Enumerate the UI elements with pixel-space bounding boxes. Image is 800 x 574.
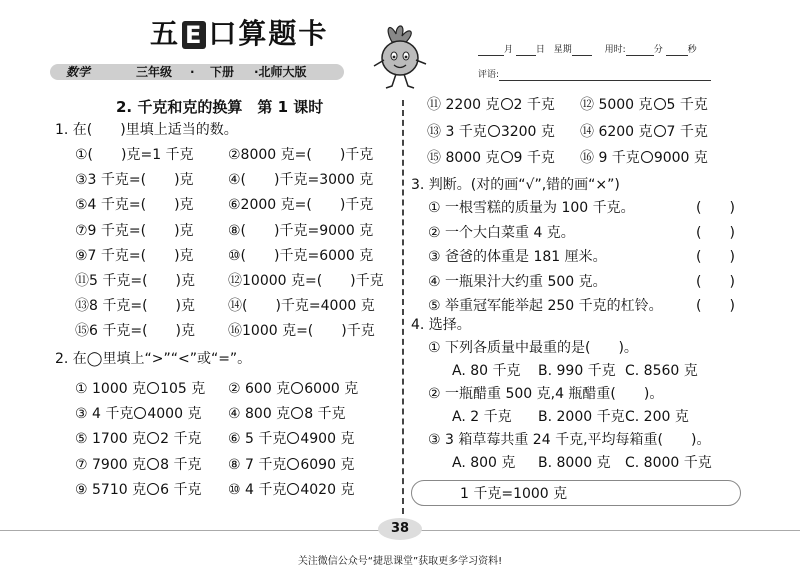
review-label: 评语: — [478, 70, 500, 80]
compare-left: ⑯ 9 千克 — [580, 150, 640, 166]
q4-question: ② 一瓶醋重 500 克,4 瓶醋重( )。 — [428, 386, 664, 402]
q2-item — [228, 456, 354, 474]
q1-item: ①( )克=1 千克 — [75, 147, 194, 163]
compare-right: 9000 克 — [653, 150, 708, 166]
answer-circle[interactable] — [291, 407, 303, 419]
q1-item: ⑩( )千克=6000 克 — [228, 247, 374, 264]
answer-circle[interactable] — [287, 432, 299, 444]
dot-separator: · — [190, 65, 195, 79]
answer-circle[interactable] — [287, 483, 299, 495]
compare-left: ④ 800 克 — [228, 406, 291, 423]
card-title — [150, 12, 328, 52]
compare-right: 9 千克 — [513, 150, 555, 166]
q1-item: ⑦9 千克=( )克 — [75, 222, 194, 239]
q4-option[interactable]: C. 200 克 — [625, 409, 689, 425]
q4-option[interactable]: A. 80 千克 — [452, 363, 521, 379]
q2-item — [75, 456, 201, 474]
compare-left: ⑬ 3 千克 — [427, 123, 487, 140]
q2-item — [75, 380, 205, 398]
compare-left: ② 600 克 — [228, 381, 291, 397]
subtitle-bar — [50, 64, 344, 80]
q3-answer-parens[interactable]: ( ) — [696, 249, 735, 265]
time-minute: 分 — [653, 45, 663, 55]
q2-item — [228, 380, 358, 398]
q2-item — [228, 430, 354, 448]
title-logo: E — [182, 21, 206, 49]
date-month: 月 — [504, 45, 514, 55]
q2-item — [427, 123, 555, 141]
compare-left: ⑧ 7 千克 — [228, 456, 287, 473]
answer-circle[interactable] — [641, 151, 653, 163]
q4-question: ① 下列各质量中最重的是( )。 — [428, 340, 638, 356]
column-divider — [402, 100, 404, 514]
q2-item — [75, 481, 201, 499]
q2-item — [228, 481, 354, 499]
q1-item: ⑧( )千克=9000 克 — [228, 222, 374, 239]
compare-left: ⑥ 5 千克 — [228, 431, 287, 448]
subject-label: 数学 — [66, 65, 91, 79]
q4-option[interactable]: C. 8000 千克 — [625, 455, 712, 471]
compare-right: 4900 克 — [300, 431, 355, 448]
time-label: 用时: — [604, 45, 626, 55]
q3-statement: ① 一根雪糕的质量为 100 千克。 — [428, 200, 635, 216]
compare-right: 6000 克 — [304, 381, 359, 397]
compare-right: 2 千克 — [160, 431, 202, 448]
q4-option[interactable]: B. 990 千克 — [538, 363, 616, 379]
answer-circle[interactable] — [501, 151, 513, 163]
date-week: 星期 — [553, 45, 572, 55]
compare-right: 2 千克 — [513, 97, 555, 113]
q2-item — [427, 149, 555, 167]
page-number: 38 — [378, 518, 422, 540]
q3-answer-parens[interactable]: ( ) — [696, 298, 735, 314]
publisher-label: ·北师大版 — [254, 65, 307, 79]
compare-right: 8 千克 — [304, 406, 346, 423]
answer-circle[interactable] — [134, 407, 146, 419]
q4-option[interactable]: B. 8000 克 — [538, 455, 611, 471]
compare-left: ⑨ 5710 克 — [75, 481, 147, 498]
q1-item: ④( )千克=3000 克 — [228, 172, 374, 189]
q4-option[interactable]: B. 2000 千克 — [538, 409, 625, 425]
q3-statement: ④ 一瓶果汁大约重 500 克。 — [428, 273, 607, 290]
q1-item: ⑤4 千克=( )克 — [75, 197, 194, 214]
q2-item — [228, 405, 346, 423]
q3-title: 3. 判断。(对的画“√”,错的画“×”) — [411, 177, 620, 193]
compare-left: ⑫ 5000 克 — [580, 97, 653, 113]
time-second: 秒 — [687, 45, 697, 55]
compare-right: 105 克 — [160, 381, 206, 397]
date-line — [478, 44, 697, 56]
q2-title: 2. 在◯里填上“>”“<”或“=”。 — [55, 351, 252, 367]
review-line — [478, 69, 711, 81]
answer-circle[interactable] — [488, 125, 500, 137]
compare-right: 3200 克 — [500, 123, 555, 140]
q1-item: ⑯1000 克=( )千克 — [228, 323, 375, 340]
q2-item — [580, 96, 708, 114]
compare-right: 4000 克 — [147, 406, 202, 423]
grade-label: 三年级 — [136, 65, 173, 79]
compare-left: ⑦ 7900 克 — [75, 456, 147, 473]
q3-statement: ② 一个大白菜重 4 克。 — [428, 224, 575, 241]
q1-item: ⑥2000 克=( )千克 — [228, 197, 374, 214]
q4-question: ③ 3 箱草莓共重 24 千克,平均每箱重( )。 — [428, 432, 711, 448]
compare-right: 6 千克 — [160, 481, 202, 498]
compare-left: ⑭ 6200 克 — [580, 123, 653, 140]
answer-circle[interactable] — [654, 125, 666, 137]
q3-answer-parens[interactable]: ( ) — [696, 224, 735, 241]
q1-item: ⑪5 千克=( )克 — [75, 273, 196, 289]
formula-box: 1 千克=1000 克 — [411, 480, 741, 506]
compare-left: ⑤ 1700 克 — [75, 431, 147, 448]
answer-circle[interactable] — [147, 483, 159, 495]
compare-left: ① 1000 克 — [75, 381, 147, 397]
q1-item: ③3 千克=( )克 — [75, 172, 194, 189]
q1-item: ⑭( )千克=4000 克 — [228, 298, 375, 315]
q4-option[interactable]: A. 2 千克 — [452, 409, 512, 425]
answer-circle[interactable] — [291, 382, 303, 394]
answer-circle[interactable] — [147, 382, 159, 394]
q2-item — [580, 123, 708, 141]
compare-right: 5 千克 — [666, 97, 708, 113]
q4-option[interactable]: C. 8560 克 — [625, 363, 698, 379]
compare-right: 8 千克 — [160, 456, 202, 473]
q3-statement: ③ 爸爸的体重是 181 厘米。 — [428, 249, 607, 265]
q2-item — [580, 149, 708, 167]
beet-mascot-icon — [362, 20, 440, 94]
q1-title: 1. 在( )里填上适当的数。 — [55, 122, 238, 138]
q1-item: ⑨7 千克=( )克 — [75, 247, 194, 264]
q4-title: 4. 选择。 — [411, 317, 471, 333]
q3-answer-parens[interactable]: ( ) — [696, 273, 735, 290]
q3-answer-parens[interactable]: ( ) — [696, 200, 735, 216]
q2-item — [427, 96, 555, 114]
lesson-title: 2. 千克和克的换算 第 1 课时 — [116, 98, 324, 116]
answer-circle[interactable] — [287, 458, 299, 470]
q1-item: ⑮6 千克=( )克 — [75, 323, 196, 340]
compare-left: ③ 4 千克 — [75, 406, 134, 423]
q1-item: ⑫10000 克=( )千克 — [228, 273, 384, 289]
title-prefix: 五 — [150, 17, 181, 50]
q2-item — [75, 405, 201, 423]
compare-left: ⑪ 2200 克 — [427, 97, 500, 113]
date-day: 日 — [535, 45, 545, 55]
q3-statement: ⑤ 举重冠军能举起 250 千克的杠铃。 — [428, 298, 663, 314]
title-suffix: 口算题卡 — [208, 17, 329, 50]
compare-right: 4020 克 — [300, 481, 355, 498]
answer-circle[interactable] — [654, 98, 666, 110]
q1-item: ⑬8 千克=( )克 — [75, 298, 196, 315]
q1-item: ②8000 克=( )千克 — [228, 147, 374, 163]
volume-label: 下册 — [210, 65, 235, 79]
answer-circle[interactable] — [147, 458, 159, 470]
compare-left: ⑩ 4 千克 — [228, 481, 287, 498]
compare-right: 7 千克 — [666, 123, 708, 140]
q2-item — [75, 430, 201, 448]
compare-left: ⑮ 8000 克 — [427, 150, 500, 166]
compare-right: 6090 克 — [300, 456, 355, 473]
answer-circle[interactable] — [501, 98, 513, 110]
q4-option[interactable]: A. 800 克 — [452, 455, 516, 471]
footer-note: 关注微信公众号“捷思课堂”获取更多学习资料! — [297, 556, 503, 567]
answer-circle[interactable] — [147, 432, 159, 444]
